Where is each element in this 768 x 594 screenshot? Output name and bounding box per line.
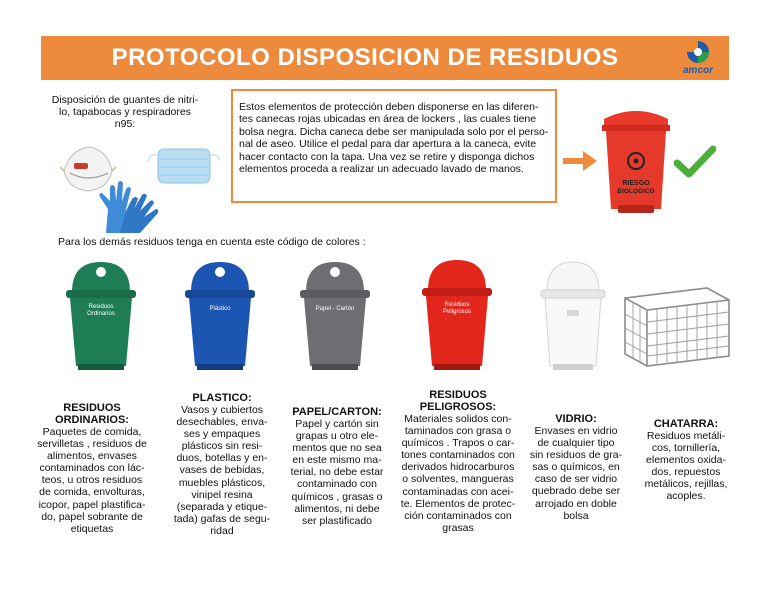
category-line: derivados hidrocarburos bbox=[401, 461, 515, 474]
category-line: de cualquier tipo bbox=[537, 437, 615, 450]
category-title: ORDINARIOS: bbox=[55, 414, 129, 426]
category-line: químicos , grasas o bbox=[291, 490, 383, 503]
ppe-caption bbox=[40, 94, 210, 130]
category-chatarra bbox=[634, 418, 738, 503]
category-line: Paquetes de comida, bbox=[42, 426, 142, 438]
instruction-line: tes canecas rojas ubicadas en área de lockers , las cuales tiene bbox=[239, 113, 537, 126]
category-line: bolsa bbox=[563, 509, 589, 522]
bin-label-line: BIOLOGICO bbox=[617, 188, 655, 195]
category-papel-carton bbox=[280, 406, 394, 527]
category-line: contaminados con lác- bbox=[39, 462, 145, 475]
category-line: contaminado con bbox=[297, 478, 377, 491]
category-line: tones contaminados con bbox=[401, 449, 515, 462]
category-line: Vasos y cubiertos bbox=[180, 404, 264, 416]
gloves-icon bbox=[99, 181, 158, 233]
category-line: te. Elementos de protec- bbox=[400, 497, 516, 510]
category-title: PAPEL/CARTON: bbox=[292, 406, 382, 418]
category-line: Residuos metáli- bbox=[646, 430, 726, 442]
category-line: vases de bebidas, bbox=[179, 464, 265, 477]
bin-peligrosos bbox=[418, 256, 496, 372]
instruction-line: hacer contacto con la tapa. Una vez se retire y disponga dichos bbox=[239, 150, 535, 163]
bin-label: Residuos bbox=[444, 302, 470, 308]
category-line: mentos que no sea bbox=[292, 442, 382, 455]
category-line: Papel y cartón sin bbox=[295, 418, 379, 430]
instruction-line: elementos proceda a realizar un adecuado lavado de manos. bbox=[239, 163, 524, 176]
amcor-logo bbox=[676, 38, 720, 80]
category-line: acoples. bbox=[666, 490, 706, 503]
category-line: tada) gafas de segu- bbox=[173, 512, 271, 525]
category-line: en este mismo ma- bbox=[292, 454, 382, 467]
bin-ordinarios bbox=[62, 258, 140, 372]
bin-label-line: RIESGO bbox=[622, 180, 650, 187]
category-line: muebles plásticos, bbox=[178, 476, 266, 489]
category-line: alimentos, ni debe bbox=[294, 502, 380, 515]
category-title: VIDRIO: bbox=[555, 413, 597, 425]
category-line: sin residuos de gra- bbox=[529, 449, 623, 462]
category-title: PLASTICO: bbox=[192, 392, 252, 404]
category-line: desechables, enva- bbox=[176, 416, 268, 429]
category-line: Materiales solidos con- bbox=[404, 413, 512, 425]
category-line: dos, repuestos bbox=[651, 466, 721, 479]
category-line: duos, botellas y en- bbox=[176, 452, 268, 465]
ppe-caption-line: lo, tapabocas y respiradores bbox=[59, 106, 191, 118]
category-vidrio bbox=[520, 413, 632, 522]
category-line: contaminadas con acei- bbox=[402, 485, 514, 498]
respirator-mask-icon bbox=[60, 147, 116, 191]
category-line: ridad bbox=[210, 524, 234, 537]
bin-label: Ordinarios bbox=[87, 311, 115, 317]
recycle-icon bbox=[215, 267, 225, 277]
category-line: grasas bbox=[442, 521, 474, 534]
category-line: do, papel sobrante de bbox=[41, 510, 143, 523]
title-banner bbox=[41, 36, 729, 80]
category-line: ses y empaques bbox=[183, 428, 261, 441]
bin-vidrio bbox=[537, 258, 609, 372]
category-line: caso de ser vidrio bbox=[534, 473, 618, 486]
category-title: CHATARRA: bbox=[653, 418, 719, 430]
recycle-icon bbox=[96, 267, 106, 277]
category-line: terial, no debe estar bbox=[290, 466, 384, 479]
category-line: (separada y etique- bbox=[176, 500, 268, 513]
ppe-caption-line: Disposición de guantes de nitri- bbox=[51, 94, 199, 106]
brand-name: amcor bbox=[682, 65, 713, 76]
category-line: plásticos sin resi- bbox=[181, 440, 263, 453]
category-title: RESIDUOS bbox=[63, 402, 121, 414]
ppe-instructions bbox=[231, 89, 557, 203]
metal-basket-icon bbox=[621, 284, 733, 368]
ppe-images bbox=[60, 143, 220, 235]
biohazard-bin-icon bbox=[598, 105, 674, 217]
recycle-icon bbox=[330, 267, 340, 277]
category-line: quebrado debe ser bbox=[531, 485, 621, 498]
bin-label: Papel - Cartón bbox=[315, 306, 355, 312]
category-peligrosos bbox=[394, 389, 522, 534]
instruction-line: Estos elementos de protección deben disponerse en las diferen- bbox=[239, 101, 539, 113]
category-line: taminados con grasa o bbox=[404, 425, 512, 438]
category-line: ción contaminados con bbox=[404, 509, 512, 522]
category-line: o solventes, mangueras bbox=[402, 473, 514, 486]
bin-label: Plástico bbox=[209, 306, 231, 312]
page-title: PROTOCOLO DISPOSICION DE RESIDUOS bbox=[111, 44, 619, 71]
category-ordinarios bbox=[28, 402, 156, 535]
bin-plastico bbox=[181, 258, 259, 372]
category-line: alimentos, envases bbox=[47, 450, 137, 463]
surgical-mask-icon bbox=[148, 149, 220, 183]
bin-label: Peligrosos bbox=[442, 309, 472, 315]
category-title: RESIDUOS bbox=[429, 389, 487, 401]
amcor-logo-mark-icon bbox=[676, 38, 720, 68]
bin-papel-carton bbox=[296, 258, 374, 372]
category-line: cos, tornillería, bbox=[651, 442, 721, 455]
category-line: etiquetas bbox=[70, 522, 114, 535]
category-line: sas o químicos, en bbox=[532, 461, 620, 474]
color-code-intro: Para los demás residuos tenga en cuenta este código de colores : bbox=[58, 236, 366, 248]
category-line: químicos . Trapos o car- bbox=[401, 437, 515, 450]
category-line: elementos oxida- bbox=[646, 454, 726, 467]
category-line: icopor, papel plastifica- bbox=[38, 498, 146, 511]
arrow-right-icon bbox=[563, 150, 599, 172]
category-line: vinipel resina bbox=[191, 488, 253, 501]
category-line: de comida, envolturas, bbox=[39, 486, 145, 499]
instruction-line: bolsa negra. Dicha caneca debe ser manipulada solo por el perso- bbox=[239, 125, 549, 138]
instruction-line: nal de aseo. Utilice el pedal para dar apertura a la caneca, evite bbox=[239, 138, 537, 151]
category-plastico bbox=[158, 392, 286, 537]
bin-label: Residuos bbox=[88, 304, 114, 310]
category-line: metálicos, rejillas, bbox=[644, 478, 728, 491]
category-line: ser plastificado bbox=[301, 514, 373, 527]
category-line: servilletas , residuos de bbox=[37, 438, 147, 451]
check-icon bbox=[674, 145, 716, 179]
category-title: PELIGROSOS: bbox=[419, 401, 497, 413]
category-line: teos, u otros residuos bbox=[41, 474, 143, 487]
category-line: arrojado en doble bbox=[535, 497, 617, 510]
ppe-caption-line: n95: bbox=[114, 118, 136, 130]
category-line: grapas u otro ele- bbox=[295, 430, 379, 443]
category-line: Envases en vidrio bbox=[534, 425, 618, 437]
